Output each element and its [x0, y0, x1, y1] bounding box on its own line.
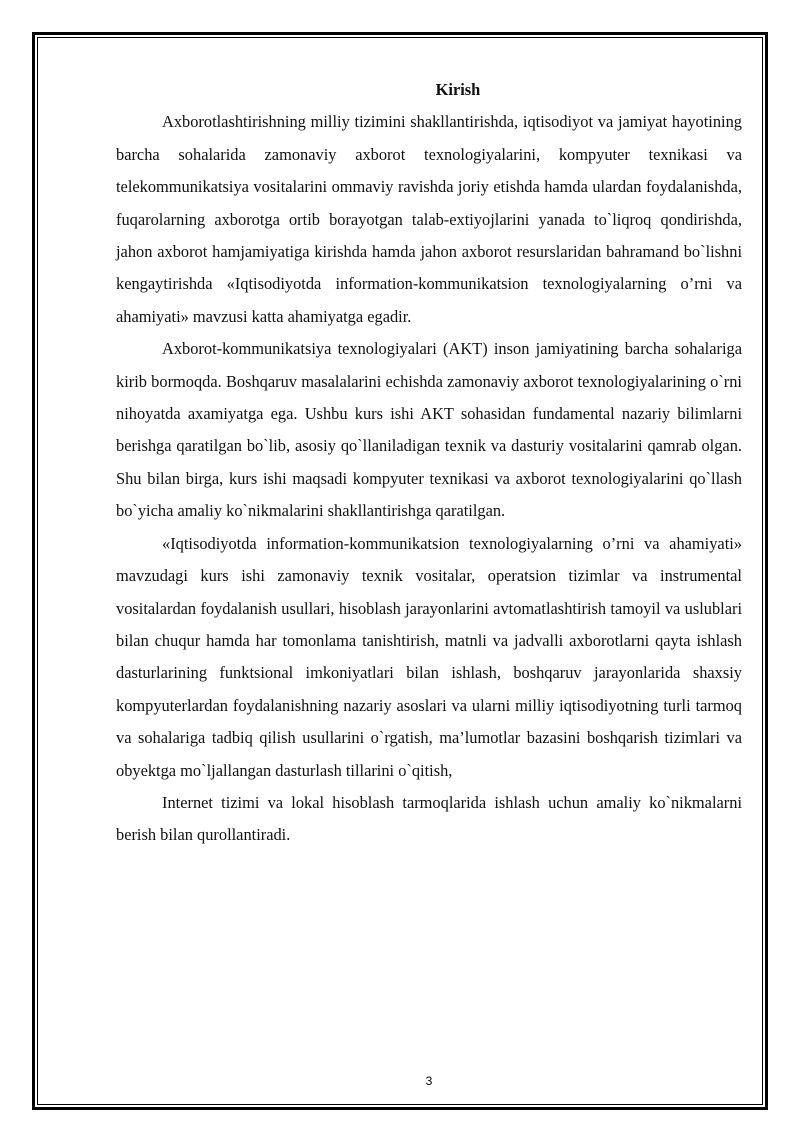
- paragraph-1: Axborotlashtirishning milliy tizimini shakllantirishda, iqtisodiyot va jamiyat hayotining barcha sohalarida zamonaviy axborot texnologiyalarini, kompyuter texnikasi va telekommunikatsiya vositalarini ommaviy ravishda joriy etishda hamda ulardan foydalanishda, fuqarolarning axborotga ortib borayotgan talab-extiyojlarini yanada to`liqroq qondirishda, jahon axborot hamjamiyatiga kirishda hamda jahon axborot resurslaridan bahramand bo`lishni kengaytirishda «Iqtisodiyotda information-kommunikatsion texnologiyalarning o’rni va ahamiyati» mavzusi katta ahamiyatga egadir.: [116, 112, 742, 326]
- page-title: Kirish: [435, 80, 481, 99]
- page-number: 3: [425, 1074, 433, 1088]
- paragraph-3: «Iqtisodiyotda information-kommunikatsion texnologiyalarning o’rni va ahamiyati» mavzudagi kurs ishi zamonaviy texnik vositalar, operatsion tizimlar va instrumental vositalardan foydalanish usullari, hisoblash jarayonlarini avtomatlashtirish tamoyil va uslublari bilan chuqur hamda har tomonlama tanishtirish, matnli va jadvalli axborotlarni qayta ishlash dasturlarining funktsional imkoniyatlari bilan ishlash, boshqaruv jarayonlarida shaxsiy kompyuterlardan foydalanishning nazariy asoslari va ularni milliy iqtisodiyotning turli tarmoq va sohalariga tadbiq qilish usullarini o`rgatish, ma’lumotlar bazasini boshqarish tizimlari va obyektga mo`ljallangan dasturlash tillarini o`qitish,: [116, 533, 742, 780]
- paragraph-2: Axborot-kommunikatsiya texnologiyalari (AKT) inson jamiyatining barcha sohalariga kirib bormoqda. Boshqaruv masalalarini echishda zamonaviy axborot texnologiyalarining o`rni nihoyatda axamiyatga ega. Ushbu kurs ishi AKT sohasidan fundamental nazariy bilimlarni berishga qaratilgan bo`lib, asosiy qo`llaniladigan texnik va dasturiy vositalarini qamrab olgan. Shu bilan birga, kurs ishi maqsadi kompyuter texnikasi va axborot texnologiyalarini qo`llash bo`yicha amaliy ko`nikmalarini shakllantirishga qaratilgan.: [116, 339, 742, 521]
- document-body: [116, 74, 742, 852]
- paragraph-4: Internet tizimi va lokal hisoblash tarmoqlarida ishlash uchun amaliy ko`nikmalarni berish bilan qurollantiradi.: [116, 792, 742, 845]
